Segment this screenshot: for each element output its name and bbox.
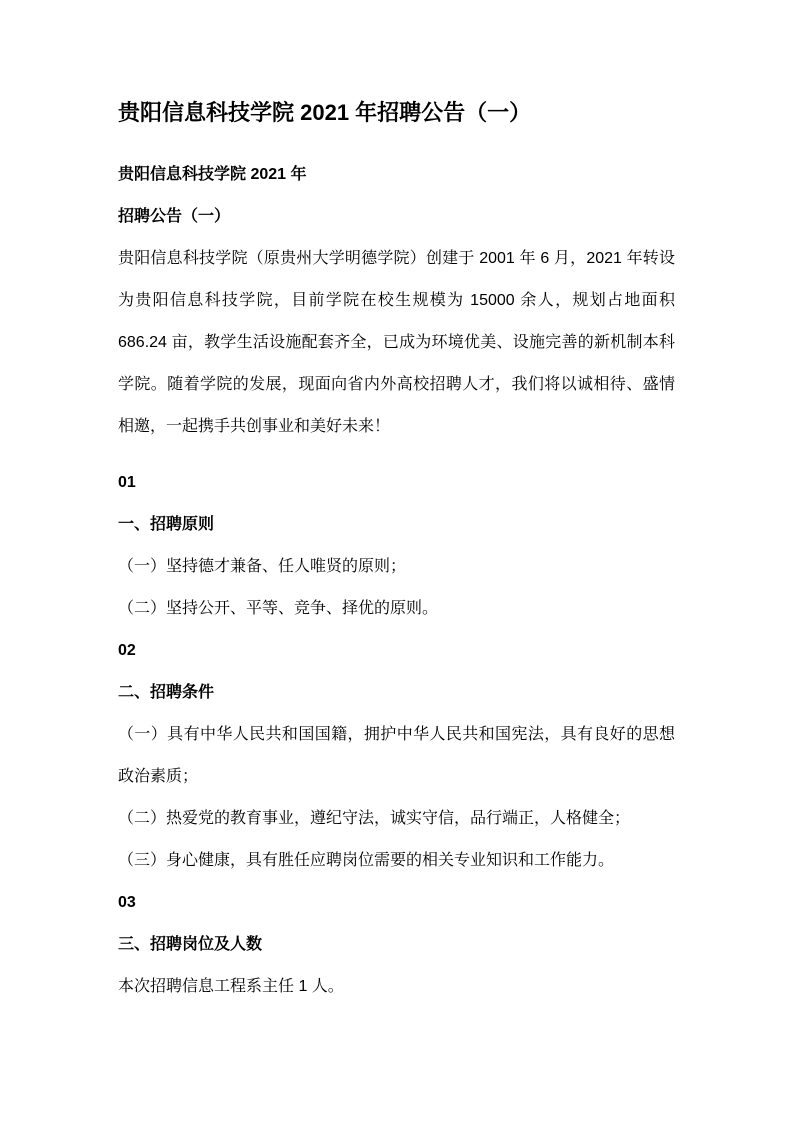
section-heading: 三、招聘岗位及人数 <box>118 936 263 953</box>
section-recruitment-positions <box>118 882 675 1008</box>
section-item: （二）坚持公开、平等、竞争、择优的原则。 <box>118 600 439 617</box>
section-item: （一）具有中华人民共和国国籍，拥护中华人民共和国宪法，具有良好的思想政治素质； <box>118 726 675 785</box>
section-recruitment-conditions <box>118 630 675 882</box>
document-title: 贵阳信息科技学院 2021 年招聘公告（一） <box>118 100 532 125</box>
section-recruitment-principles <box>118 462 675 630</box>
org-line: 贵阳信息科技学院 2021 年 <box>118 166 307 183</box>
section-heading: 二、招聘条件 <box>118 684 215 701</box>
section-number: 02 <box>118 642 136 659</box>
section-number: 01 <box>118 474 136 491</box>
section-item: （一）坚持德才兼备、任人唯贤的原则； <box>118 558 407 575</box>
section-heading: 一、招聘原则 <box>118 516 215 533</box>
announcement-line: 招聘公告（一） <box>118 208 231 225</box>
section-number: 03 <box>118 894 136 911</box>
section-item: （二）热爱党的教育事业，遵纪守法，诚实守信，品行端正，人格健全； <box>118 810 631 827</box>
section-item: 本次招聘信息工程系主任 1 人。 <box>118 978 344 995</box>
intro-paragraph: 贵阳信息科技学院（原贵州大学明德学院）创建于 2001 年 6 月，2021 年转设为贵阳信息科技学院，目前学院在校生规模为 15000 余人，规划占地面积 686.24 亩，教学生活设施配套齐全，已成为环境优美、设施完善的新机制本科学院。随着学院的发展，现面向省内外高校招聘人才，我们将以诚相待、盛情相邀，一起携手共创事业和美好未来！ <box>118 250 675 435</box>
section-item: （三）身心健康，具有胜任应聘岗位需要的相关专业知识和工作能力。 <box>118 852 615 869</box>
